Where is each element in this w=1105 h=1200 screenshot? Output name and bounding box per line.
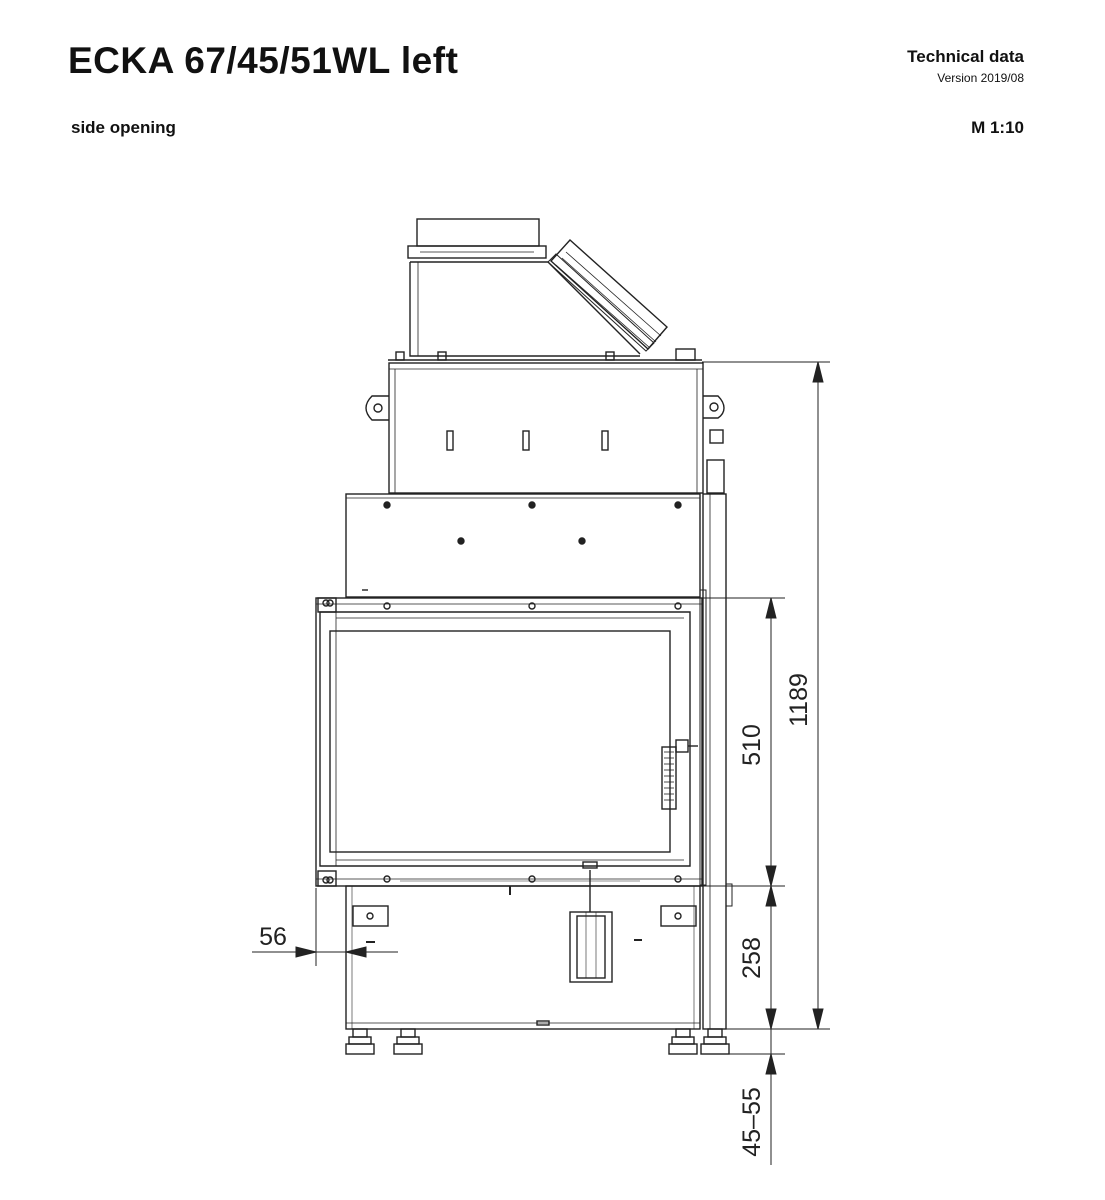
dimension-side-offset: 56: [259, 923, 287, 951]
dimension-base-height: 258: [738, 937, 766, 979]
dimension-total-height: 1189: [785, 673, 813, 727]
drawing-title: ECKA 67/45/51WL left: [68, 40, 459, 81]
adjustable-feet: [346, 1029, 729, 1054]
side-frame: [700, 494, 732, 1029]
angled-pipe: [548, 240, 667, 351]
flue-collar: [408, 219, 640, 356]
base-body: [346, 870, 700, 1029]
upper-body: [346, 494, 700, 597]
dimension-door-height: 510: [738, 724, 766, 766]
drawing-scale: M 1:10: [971, 118, 1024, 137]
drawing-subtitle: side opening: [71, 118, 176, 137]
dimension-feet-range: 45–55: [738, 1087, 766, 1157]
document-type: Technical data: [907, 47, 1024, 66]
convection-hood: [366, 349, 724, 493]
fire-door: [316, 598, 702, 886]
document-version: Version 2019/08: [937, 71, 1024, 85]
